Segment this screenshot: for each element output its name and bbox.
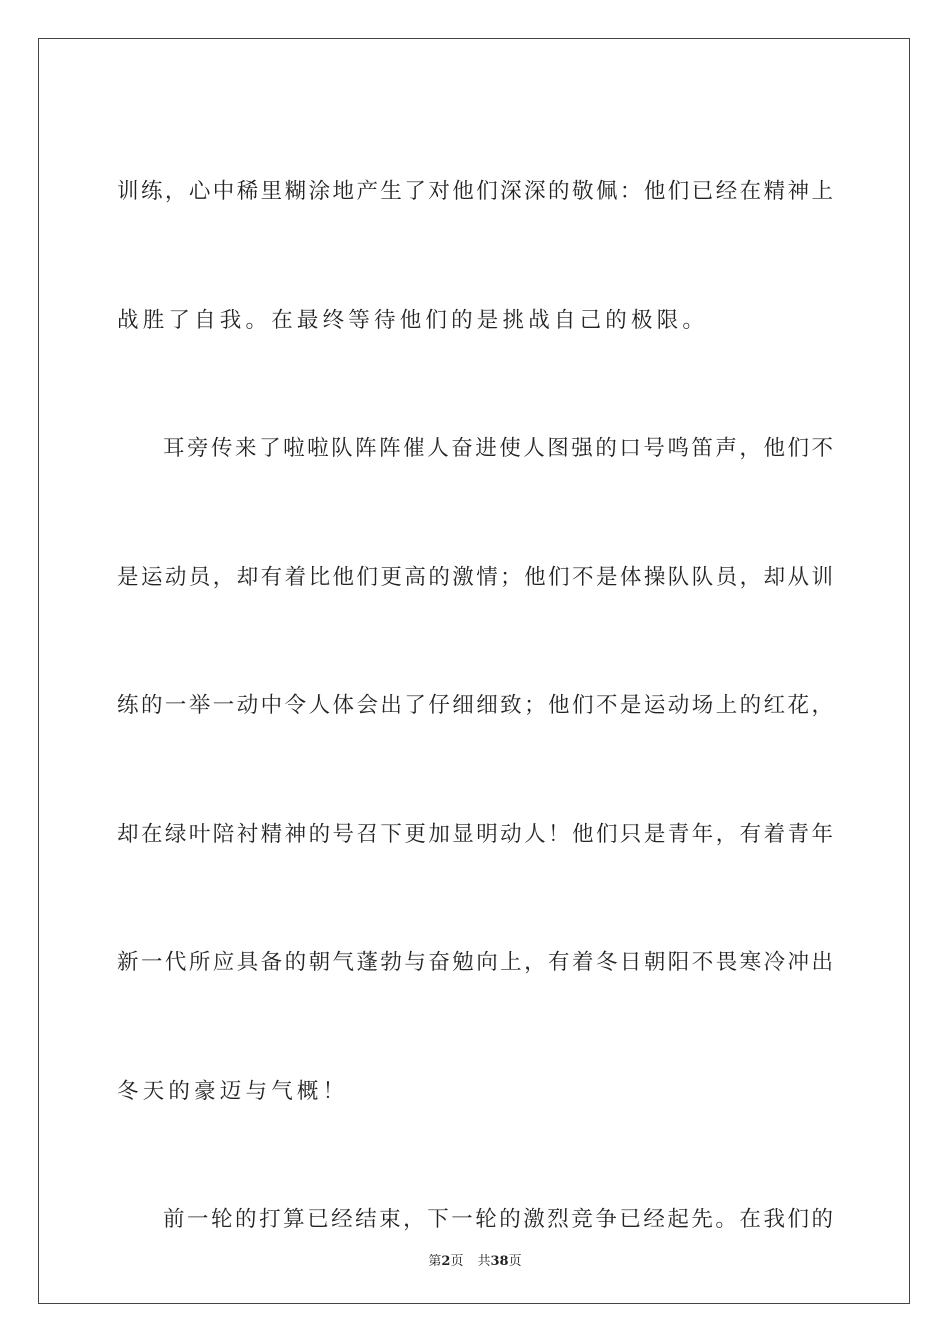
page-number: 2 <box>441 1254 451 1269</box>
page-footer <box>0 1250 950 1269</box>
body-line: 却在绿叶陪衬精神的号召下更加显明动人！他们只是青年，有着青年 <box>117 821 833 847</box>
total-pages: 38 <box>490 1254 509 1269</box>
page-suffix: 页 <box>450 1254 464 1269</box>
body-line: 冬天的豪迈与气概！ <box>117 1078 349 1104</box>
paragraph-start-line: 前一轮的打算已经结束，下一轮的激烈竞争已经起先。在我们的 <box>163 1207 833 1232</box>
body-line: 战胜了自我。在最终等待他们的是挑战自己的极限。 <box>117 307 709 333</box>
document-body <box>117 128 833 1285</box>
page-prefix: 第 <box>428 1254 442 1269</box>
body-line: 训练，心中稀里糊涂地产生了对他们深深的敬佩：他们已经在精神上 <box>117 179 833 204</box>
body-line: 新一代所应具备的朝气蓬勃与奋勉向上，有着冬日朝阳不畏寒冷冲出 <box>117 950 833 975</box>
total-suffix: 页 <box>508 1254 522 1269</box>
body-line: 练的一举一动中令人体会出了仔细细致；他们不是运动场上的红花， <box>117 693 833 718</box>
paragraph-start-line: 耳旁传来了啦啦队阵阵催人奋进使人图强的口号鸣笛声，他们不 <box>163 436 833 461</box>
total-prefix: 共 <box>477 1254 491 1269</box>
body-line: 是运动员，却有着比他们更高的激情；他们不是体操队队员，却从训 <box>117 564 833 590</box>
